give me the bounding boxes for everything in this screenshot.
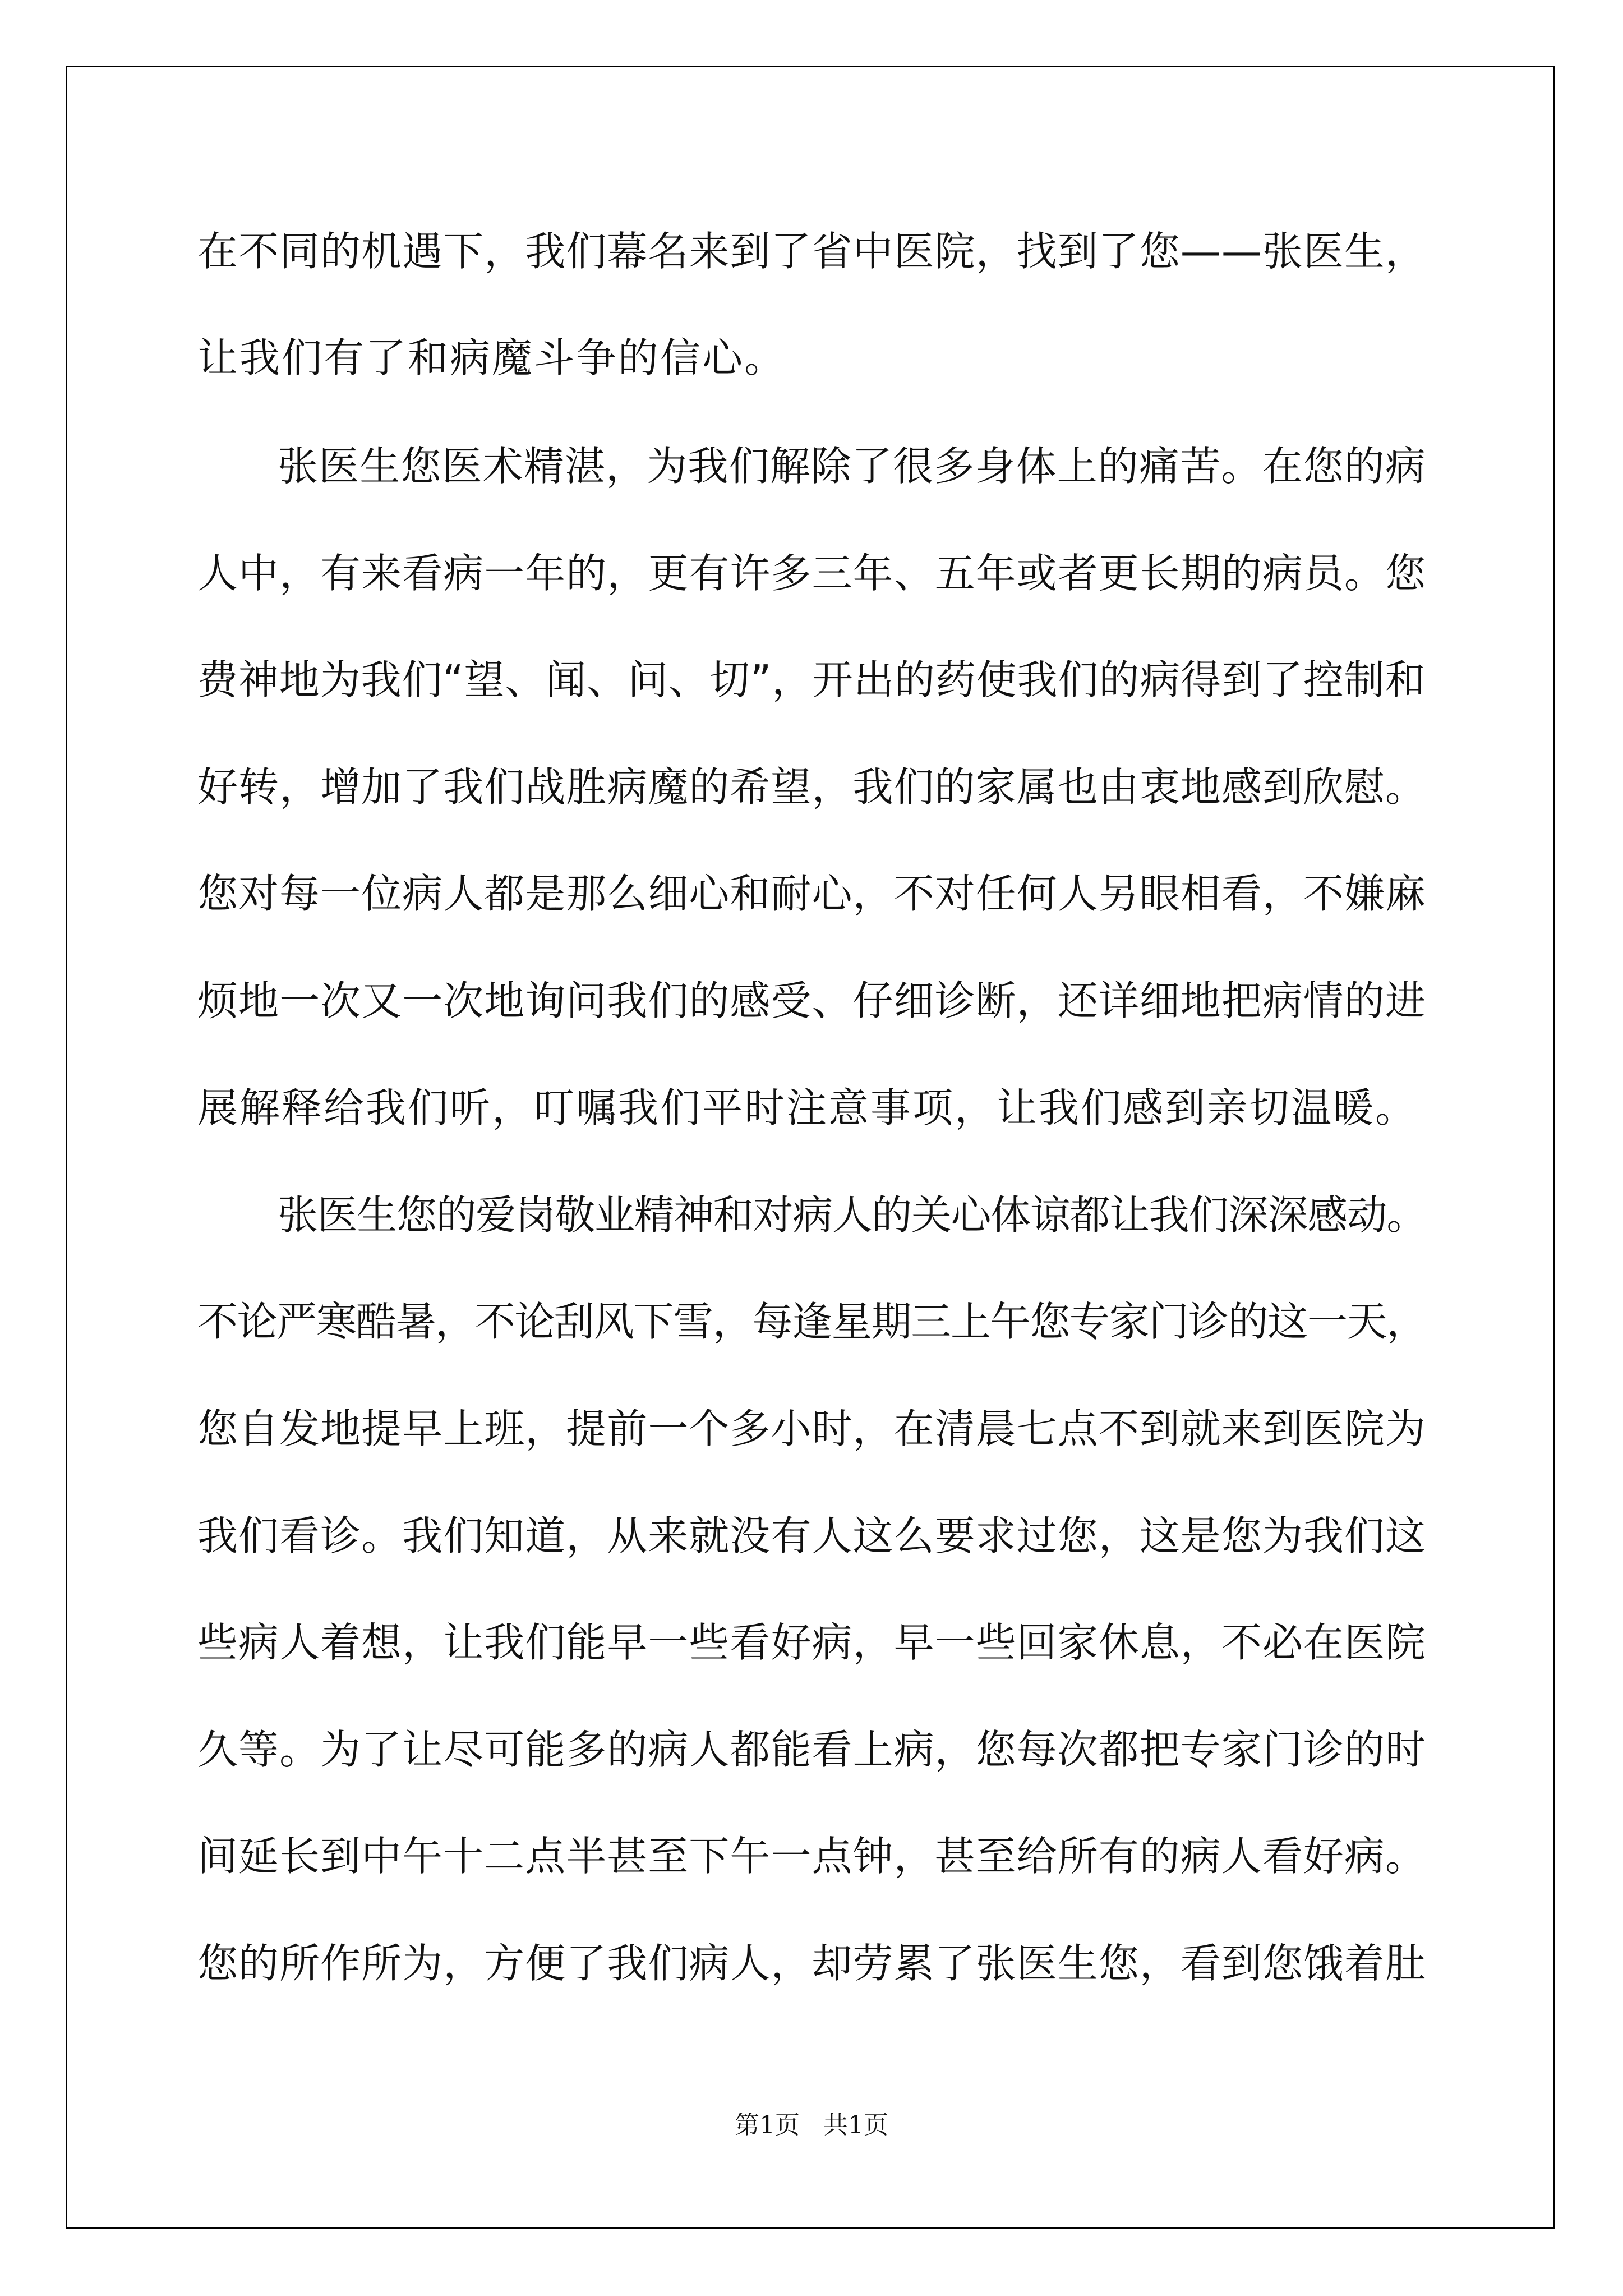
- text-line: 张医生您的爱岗敬业精神和对病人的关心体谅都让我们深深感动。: [278, 1191, 1427, 1239]
- text-line: 些病人着想，让我们能早一些看好病，早一些回家休息，不必在医院: [197, 1619, 1427, 1666]
- text-line: 在不同的机遇下，我们幕名来到了省中医院，找到了您——张医生，: [197, 228, 1427, 275]
- text-line: 烦地一次又一次地询问我们的感受、仔细诊断，还详细地把病情的进: [197, 977, 1427, 1024]
- text-line: 久等。为了让尽可能多的病人都能看上病，您每次都把专家门诊的时: [197, 1726, 1427, 1773]
- text-line: 您对每一位病人都是那么细心和耐心，不对任何人另眼相看，不嫌麻: [197, 870, 1427, 917]
- page-border: [66, 66, 1555, 2229]
- text-line: 好转，增加了我们战胜病魔的希望，我们的家属也由衷地感到欣慰。: [197, 763, 1427, 811]
- text-line: 您的所作所为，方便了我们病人，却劳累了张医生您，看到您饿着肚: [197, 1940, 1427, 1987]
- text-line: 人中，有来看病一年的，更有许多三年、五年或者更长期的病员。您: [197, 550, 1427, 597]
- text-line: 间延长到中午十二点半甚至下午一点钟，甚至给所有的病人看好病。: [197, 1833, 1427, 1880]
- page-footer: 第1页 共1页: [735, 2111, 888, 2139]
- text-line: 您自发地提早上班，提前一个多小时，在清晨七点不到就来到医院为: [197, 1405, 1427, 1452]
- text-line: 不论严寒酷暑，不论刮风下雪，每逢星期三上午您专家门诊的这一天，: [197, 1298, 1427, 1345]
- text-line: 费神地为我们“望、闻、问、切”，开出的药使我们的病得到了控制和: [197, 656, 1426, 703]
- text-line: 我们看诊。我们知道，从来就没有人这么要求过您，这是您为我们这: [197, 1512, 1427, 1559]
- text-line: 张医生您医术精湛，为我们解除了很多身体上的痛苦。在您的病: [278, 443, 1427, 490]
- text-line: 展解释给我们听，叮嘱我们平时注意事项，让我们感到亲切温暖。: [197, 1084, 1418, 1131]
- text-line: 让我们有了和病魔斗争的信心。: [197, 334, 787, 381]
